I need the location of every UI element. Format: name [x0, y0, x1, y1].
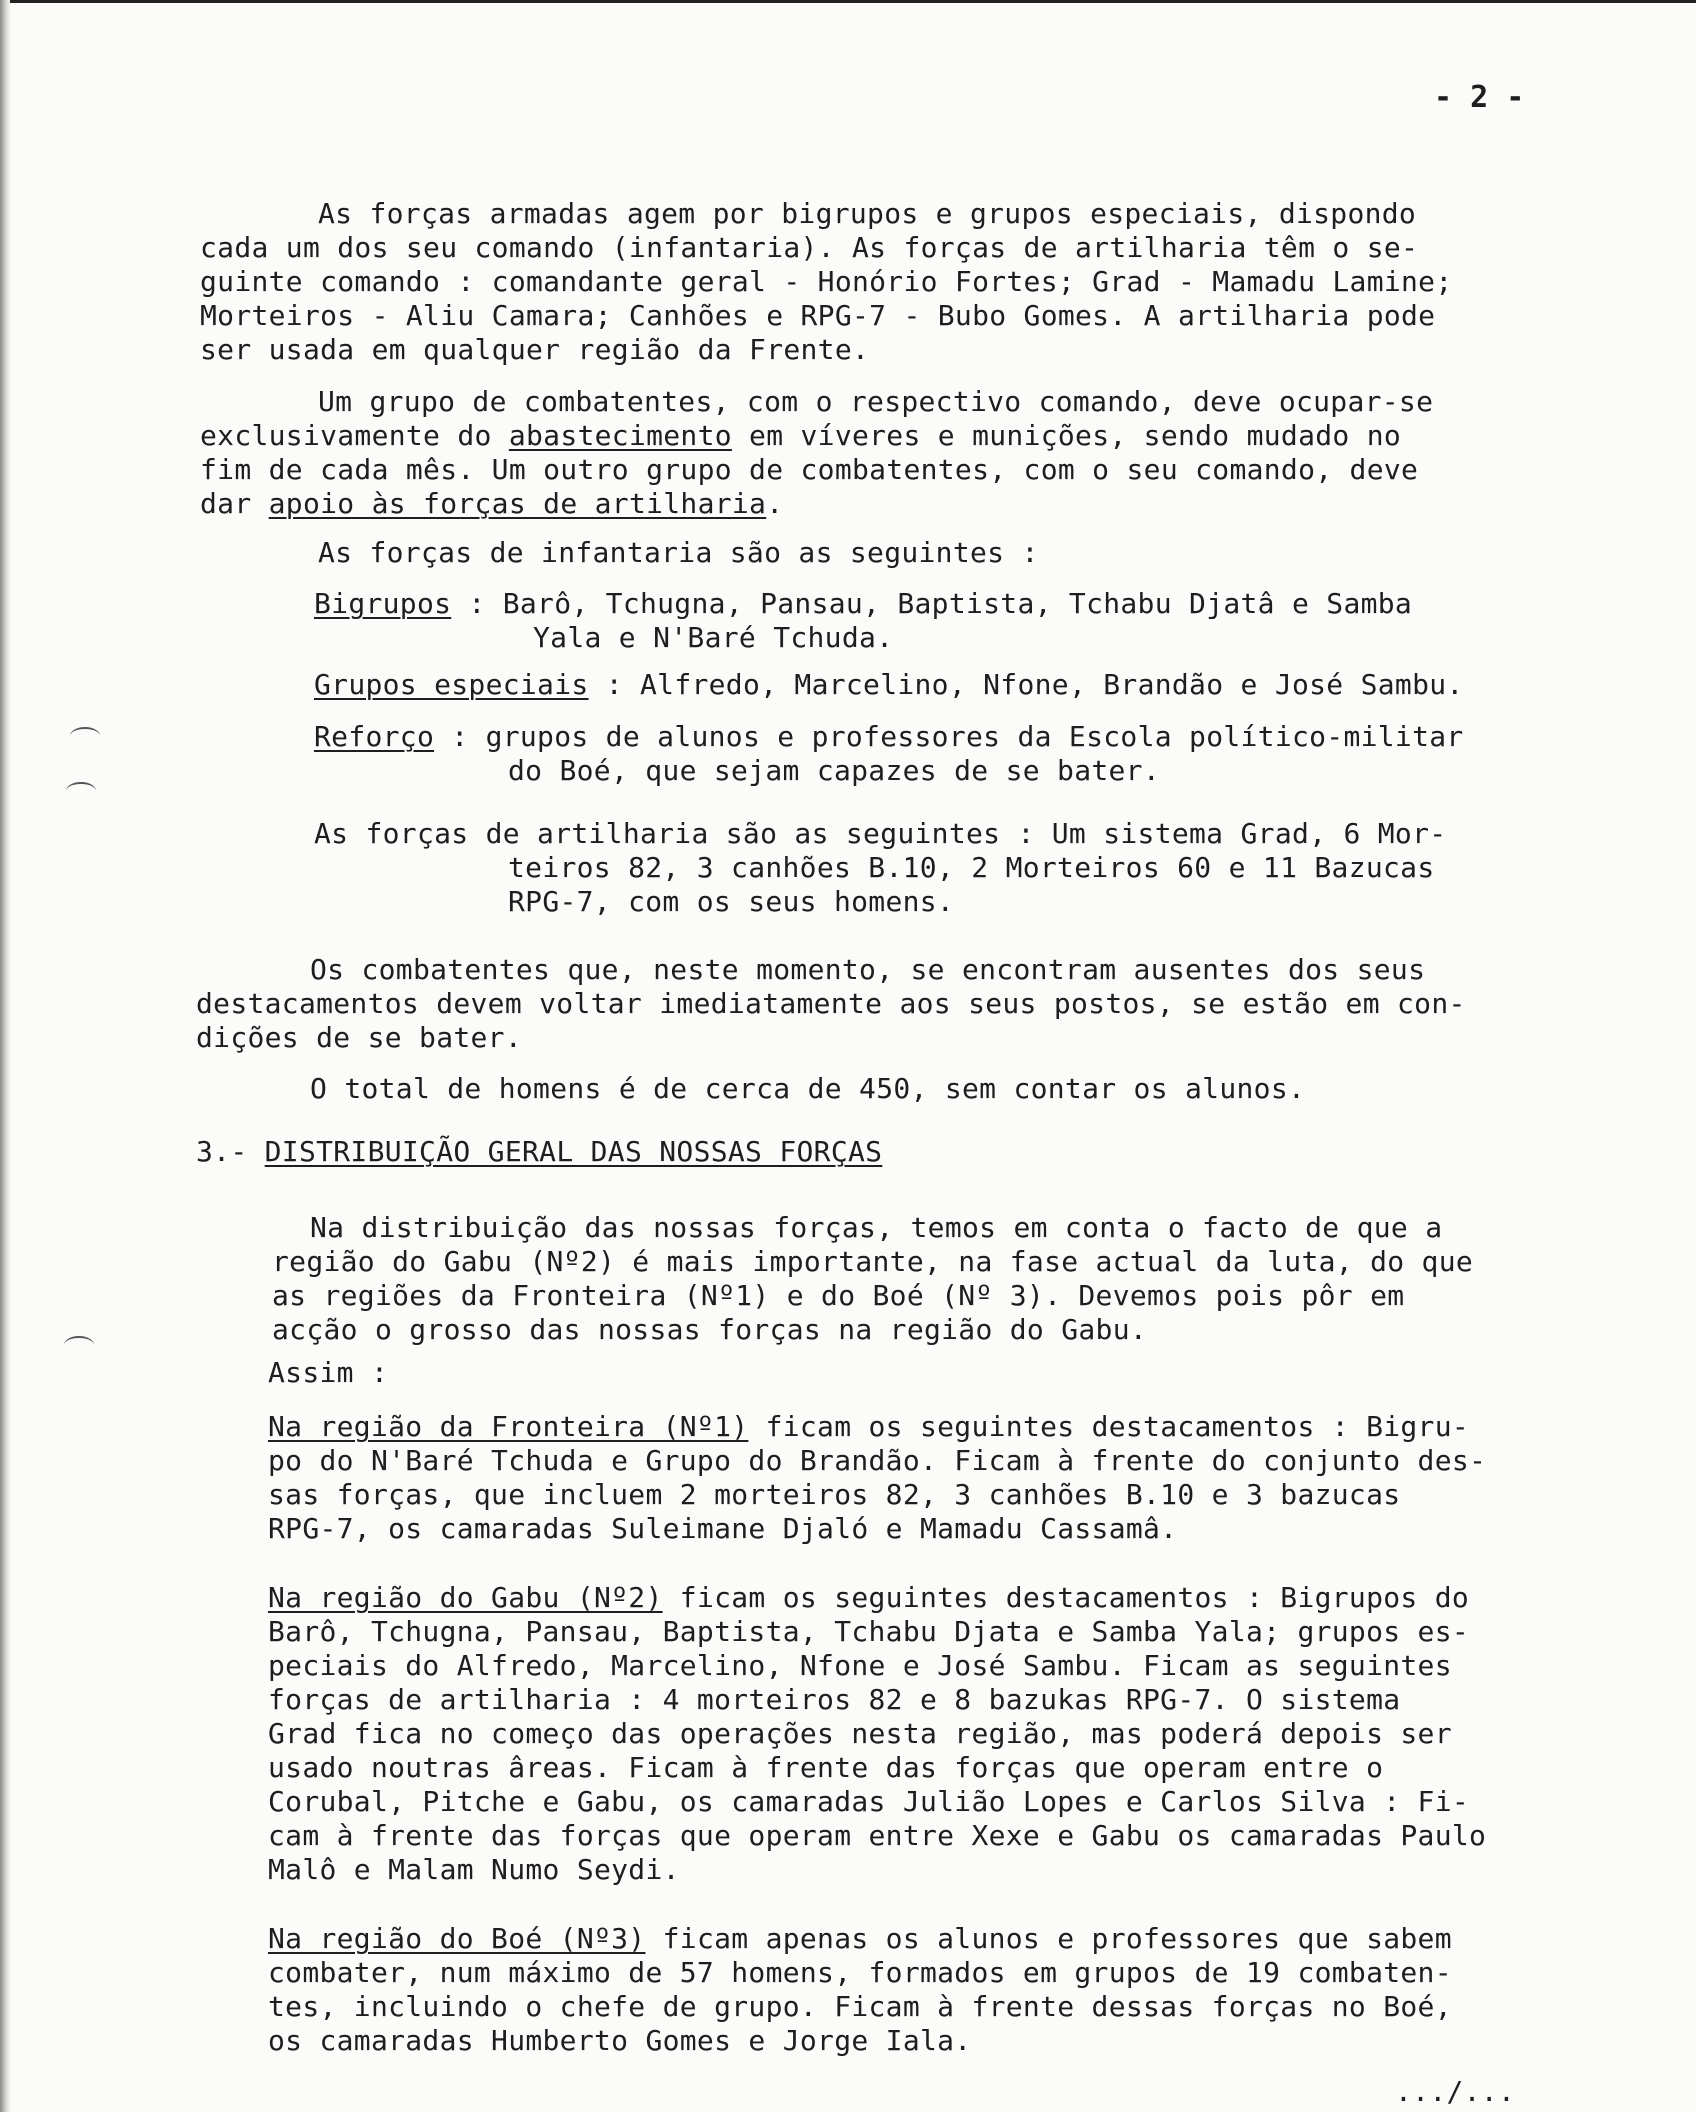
region-paragraph-line: sas forças, que incluem 2 morteiros 82, 3 canhões B.10 e 3 bazucas	[268, 1478, 1401, 1511]
body-line: As forças de artilharia são as seguintes : Um sistema Grad, 6 Mor-	[314, 817, 1447, 850]
region-paragraph-line: Na região do Gabu (Nº2) ficam os seguintes destacamentos : Bigrupos do	[268, 1581, 1470, 1614]
body-line: teiros 82, 3 canhões B.10, 2 Morteiros 60 e 11 Bazucas	[508, 851, 1435, 884]
region-paragraph-line: Na região do Boé (Nº3) ficam apenas os alunos e professores que sabem	[268, 1922, 1452, 1955]
region-paragraph-line: usado noutras âreas. Ficam à frente das forças que operam entre o	[268, 1751, 1384, 1784]
punch-hole-mark	[70, 727, 100, 745]
list-item-continuation: do Boé, que sejam capazes de se bater.	[508, 754, 1160, 787]
page-left-edge	[0, 0, 10, 2112]
body-line: guinte comando : comandante geral - Honório Fortes; Grad - Mamadu Lamine;	[200, 265, 1453, 298]
region-paragraph-line: os camaradas Humberto Gomes e Jorge Iala.	[268, 2024, 972, 2057]
region-label: Na região da Fronteira (Nº1)	[268, 1410, 749, 1443]
body-line: as regiões da Fronteira (Nº1) e do Boé (Nº 3). Devemos pois pôr em	[272, 1279, 1405, 1312]
body-line: acção o grosso das nossas forças na região do Gabu.	[272, 1313, 1148, 1346]
body-line: Um grupo de combatentes, com o respectivo comando, deve ocupar-se	[318, 385, 1434, 418]
body-line: As forças de infantaria são as seguintes :	[318, 536, 1039, 569]
list-item: Grupos especiais : Alfredo, Marcelino, Nfone, Brandão e José Sambu.	[314, 668, 1464, 701]
region-paragraph-line: Corubal, Pitche e Gabu, os camaradas Julião Lopes e Carlos Silva : Fi-	[268, 1785, 1470, 1818]
body-line: região do Gabu (Nº2) é mais importante, na fase actual da luta, do que	[272, 1245, 1474, 1278]
region-paragraph-line: RPG-7, os camaradas Suleimane Djaló e Mamadu Cassamâ.	[268, 1512, 1178, 1545]
list-item: Reforço : grupos de alunos e professores da Escola político-militar	[314, 720, 1464, 753]
body-line: Os combatentes que, neste momento, se encontram ausentes dos seus	[310, 953, 1426, 986]
list-label: Grupos especiais	[314, 668, 589, 701]
underlined-term: abastecimento	[508, 419, 732, 452]
body-line: exclusivamente do abastecimento em víveres e munições, sendo mudado no	[200, 419, 1402, 452]
underlined-term: apoio às forças de artilharia	[268, 487, 767, 520]
region-paragraph-line: Malô e Malam Numo Seydi.	[268, 1853, 680, 1886]
list-item: Bigrupos : Barô, Tchugna, Pansau, Baptista, Tchabu Djatâ e Samba	[314, 587, 1413, 620]
region-paragraph-line: Barô, Tchugna, Pansau, Baptista, Tchabu Djata e Samba Yala; grupos es-	[268, 1615, 1470, 1648]
region-label: Na região do Boé (Nº3)	[268, 1922, 646, 1955]
region-paragraph-line: Grad fica no começo das operações nesta região, mas poderá depois ser	[268, 1717, 1452, 1750]
region-paragraph-line: po do N'Baré Tchuda e Grupo do Brandão. Ficam à frente do conjunto des-	[268, 1444, 1487, 1477]
body-line: O total de homens é de cerca de 450, sem contar os alunos.	[310, 1072, 1306, 1105]
punch-hole-mark	[64, 1336, 94, 1354]
list-label: Reforço	[314, 720, 435, 753]
list-item-continuation: Yala e N'Baré Tchuda.	[533, 621, 894, 654]
region-paragraph-line: combater, num máximo de 57 homens, formados em grupos de 19 combaten-	[268, 1956, 1452, 1989]
region-paragraph-line: tes, incluindo o chefe de grupo. Ficam à frente dessas forças no Boé,	[268, 1990, 1452, 2023]
continuation-marker: .../...	[1395, 2075, 1516, 2108]
punch-hole-mark	[66, 782, 96, 800]
body-line: Na distribuição das nossas forças, temos em conta o facto de que a	[310, 1211, 1443, 1244]
body-line: Assim :	[268, 1356, 389, 1389]
page-number: - 2 -	[1434, 80, 1525, 115]
page-top-edge	[0, 0, 1696, 3]
region-paragraph-line: cam à frente das forças que operam entre Xexe e Gabu os camaradas Paulo	[268, 1819, 1487, 1852]
body-line: destacamentos devem voltar imediatamente aos seus postos, se estão em con-	[196, 987, 1466, 1020]
body-line: fim de cada mês. Um outro grupo de combatentes, com o seu comando, deve	[200, 453, 1419, 486]
body-line: RPG-7, com os seus homens.	[508, 885, 955, 918]
region-paragraph-line: peciais do Alfredo, Marcelino, Nfone e José Sambu. Ficam as seguintes	[268, 1649, 1452, 1682]
region-label: Na região do Gabu (Nº2)	[268, 1581, 663, 1614]
section-title: DISTRIBUIÇÃO GERAL DAS NOSSAS FORÇAS	[264, 1135, 883, 1168]
region-paragraph-line: Na região da Fronteira (Nº1) ficam os seguintes destacamentos : Bigru-	[268, 1410, 1470, 1443]
body-line: ser usada em qualquer região da Frente.	[200, 333, 870, 366]
body-line: dições de se bater.	[196, 1021, 522, 1054]
section-heading: 3.- DISTRIBUIÇÃO GERAL DAS NOSSAS FORÇAS	[196, 1135, 883, 1168]
list-label: Bigrupos	[314, 587, 452, 620]
body-line: Morteiros - Aliu Camara; Canhões e RPG-7 - Bubo Gomes. A artilharia pode	[200, 299, 1436, 332]
body-line: As forças armadas agem por bigrupos e grupos especiais, dispondo	[318, 197, 1417, 230]
body-line: dar apoio às forças de artilharia.	[200, 487, 784, 520]
body-line: cada um dos seu comando (infantaria). As forças de artilharia têm o se-	[200, 231, 1419, 264]
region-paragraph-line: forças de artilharia : 4 morteiros 82 e 8 bazukas RPG-7. O sistema	[268, 1683, 1401, 1716]
